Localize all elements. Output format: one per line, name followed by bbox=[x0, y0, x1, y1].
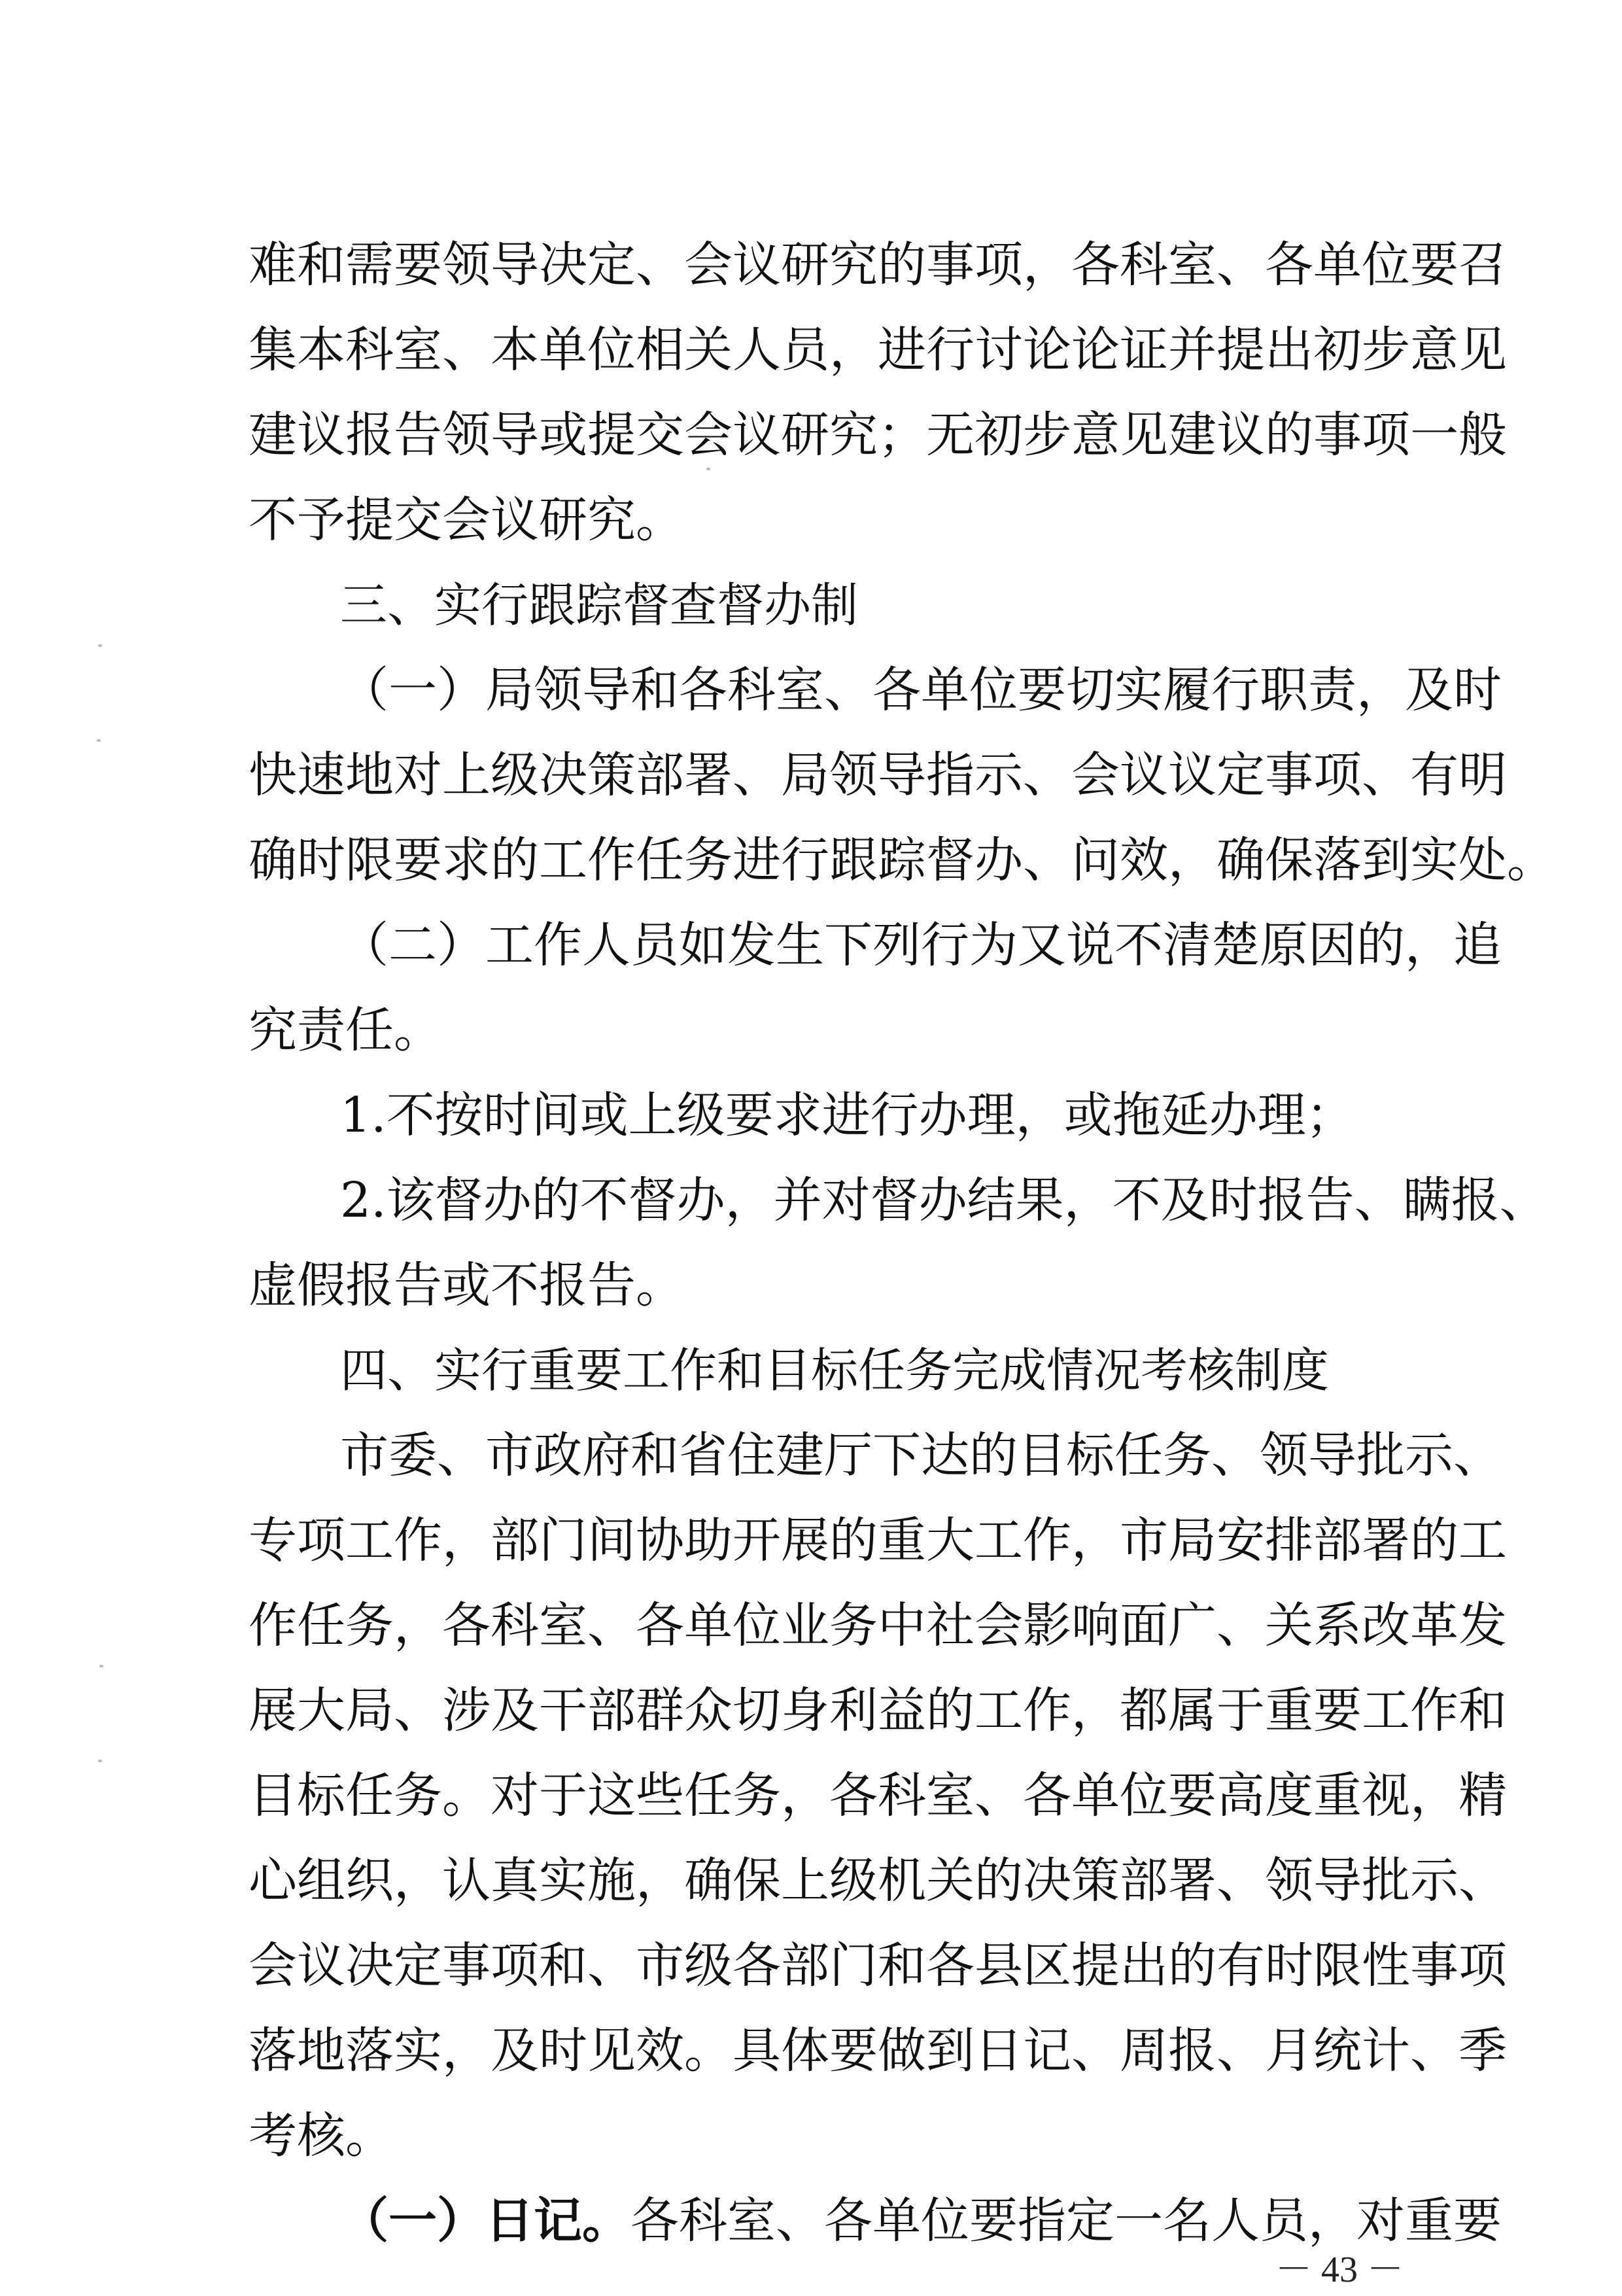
body-line: 确时限要求的工作任务进行跟踪督办、问效，确保落到实处。 bbox=[249, 832, 1555, 888]
subsection-lead: （一）日记。 bbox=[340, 2193, 630, 2249]
body-line: 会议决定事项和、市级各部门和各县区提出的有时限性事项 bbox=[249, 1938, 1507, 1994]
section-heading: 四、实行重要工作和目标任务完成情况考核制度 bbox=[340, 1343, 1330, 1398]
body-line: 目标任务。对于这些任务，各科室、各单位要高度重视，精 bbox=[249, 1767, 1507, 1824]
scan-speck bbox=[97, 739, 101, 742]
body-line: 虚假报告或不报告。 bbox=[249, 1257, 684, 1313]
body-line: 快速地对上级决策部署、局领导指示、会议议定事项、有明 bbox=[249, 747, 1507, 803]
list-item: 1.不按时间或上级要求进行办理，或拖延办理； bbox=[340, 1087, 1355, 1143]
body-line: 不予提交会议研究。 bbox=[249, 492, 684, 548]
body-line: 落地落实，及时见效。具体要做到日记、周报、月统计、季 bbox=[249, 2023, 1507, 2079]
scan-speck bbox=[98, 1760, 102, 1762]
body-line: 考核。 bbox=[249, 2108, 394, 2164]
section-heading: 三、实行跟踪督查督办制 bbox=[340, 578, 859, 633]
scan-speck bbox=[98, 644, 102, 647]
list-item: 2.该督办的不督办，并对督办结果，不及时报告、瞒报、 bbox=[340, 1172, 1548, 1228]
body-line: 作任务，各科室、各单位业务中社会影响面广、关系改革发 bbox=[249, 1597, 1507, 1654]
scan-speck bbox=[99, 1665, 103, 1667]
body-line: 集本科室、本单位相关人员，进行讨论论证并提出初步意见 bbox=[249, 322, 1507, 378]
body-line bbox=[340, 2178, 1502, 2263]
body-line: （二）工作人员如发生下列行为又说不清楚原因的，追 bbox=[340, 917, 1502, 973]
body-line: 专项工作，部门间协助开展的重大工作，市局安排部署的工 bbox=[249, 1512, 1507, 1569]
body-line: 难和需要领导决定、会议研究的事项，各科室、各单位要召 bbox=[249, 237, 1507, 293]
body-line: 展大局、涉及干部群众切身利益的工作，都属于重要工作和 bbox=[249, 1682, 1507, 1739]
body-line: 究责任。 bbox=[249, 1002, 442, 1058]
scan-speck bbox=[706, 468, 710, 470]
body-text: 各科室、各单位要指定一名人员，对重要 bbox=[630, 2193, 1502, 2249]
body-line: 市委、市政府和省住建厅下达的目标任务、领导批示、 bbox=[340, 1427, 1502, 1484]
body-line: 建议报告领导或提交会议研究；无初步意见建议的事项一般 bbox=[249, 407, 1507, 463]
body-line: （一）局领导和各科室、各单位要切实履行职责，及时 bbox=[340, 662, 1502, 718]
body-line: 心组织，认真实施，确保上级机关的决策部署、领导批示、 bbox=[249, 1852, 1507, 1909]
page-number: － 43 － bbox=[1275, 2250, 1404, 2290]
